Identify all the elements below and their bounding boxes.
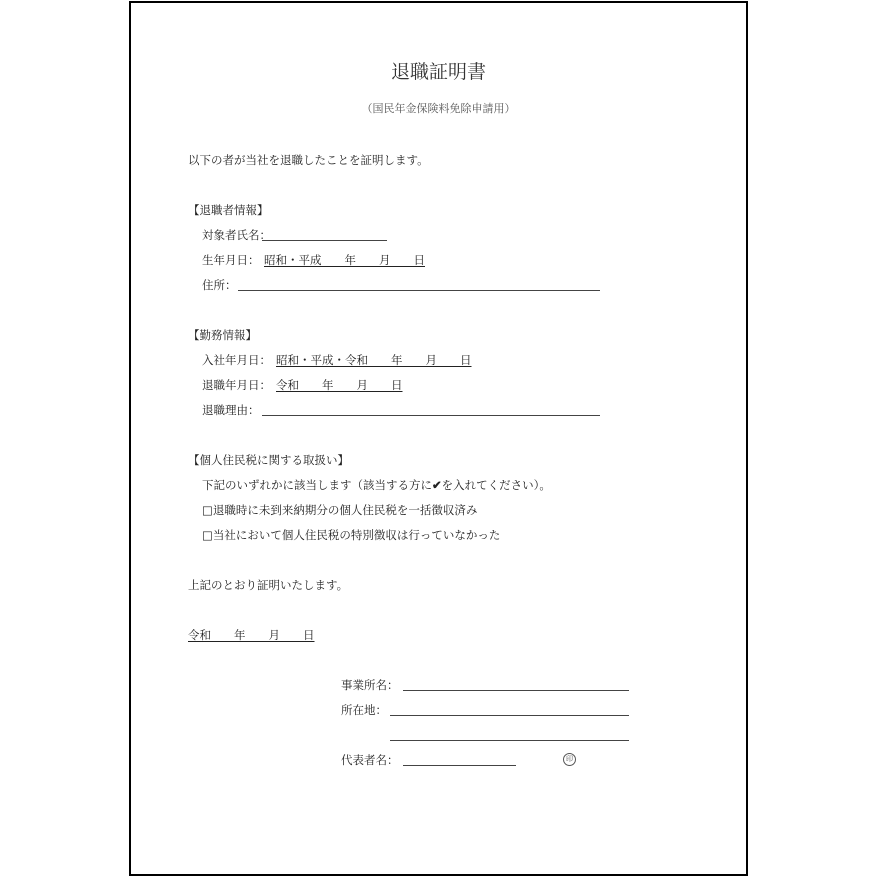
birthdate-value[interactable]: 昭和・平成 年 月 日 [264,253,425,267]
seal-icon: 印 [563,753,576,766]
reason-field-line[interactable] [262,415,600,416]
location-label: 所在地： [341,703,387,717]
closing-text: 上記のとおり証明いたします。 [188,578,349,592]
leave-date-value[interactable]: 令和 年 月 日 [276,378,403,392]
leave-date-label: 退職年月日： [202,378,271,392]
join-date-label: 入社年月日： [202,353,271,367]
document-subtitle: （国民年金保険料免除申請用） [361,102,516,115]
office-name-label: 事業所名： [341,678,399,692]
checkmark-icon: ✔ [432,478,442,492]
representative-line[interactable] [403,765,516,766]
join-date-value[interactable]: 昭和・平成・令和 年 月 日 [276,353,472,367]
representative-label: 代表者名： [341,753,399,767]
reason-label: 退職理由： [202,403,260,417]
certification-date[interactable]: 令和 年 月 日 [188,628,315,642]
intro-text: 以下の者が当社を退職したことを証明します。 [188,153,429,167]
location-line-1[interactable] [390,715,629,716]
document-title: 退職証明書 [390,61,486,83]
tax-option-1[interactable]: □退職時に未到来納期分の個人住民税を一括徴収済み [202,503,478,517]
birthdate-label: 生年月日： [202,253,260,267]
name-label: 対象者氏名： [202,228,271,242]
name-field-line[interactable] [262,240,387,241]
certificate-page [129,1,748,876]
office-name-line[interactable] [403,690,629,691]
location-line-2[interactable] [390,740,629,741]
address-field-line[interactable] [238,290,600,291]
retiree-heading: 【退職者情報】 [188,203,269,217]
tax-option-2[interactable]: □当社において個人住民税の特別徴収は行っていなかった [202,528,501,542]
address-label: 住所： [202,278,237,292]
employment-heading: 【勤務情報】 [188,328,257,342]
tax-heading: 【個人住民税に関する取扱い】 [188,453,349,467]
tax-instruction: 下記のいずれかに該当します（該当する方に✔を入れてください）。 [202,478,551,492]
